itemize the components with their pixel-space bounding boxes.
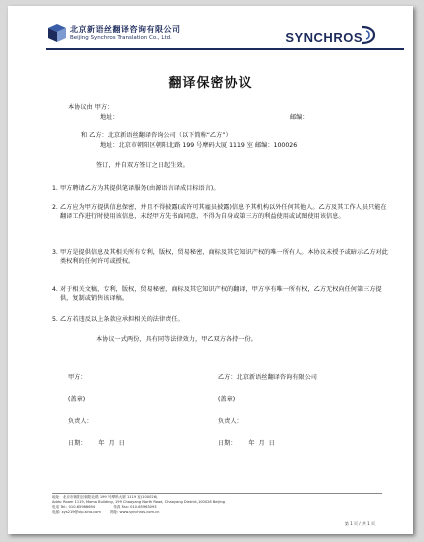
party-a-signature-label: 甲方： <box>68 374 87 381</box>
footer-rule <box>52 493 382 494</box>
party-b-seal: (盖章) <box>218 396 236 403</box>
party-a-line: 本协议由 甲方： <box>68 104 114 111</box>
synchros-mark-icon <box>358 24 378 46</box>
company-name-cn: 北京新语丝翻译咨询有限公司 <box>70 25 181 34</box>
clause-text: 甲方聘请乙方为其提供笔译服务(由源语言译成目标语言)。 <box>60 185 220 192</box>
party-a-address-label: 地址： <box>100 114 119 121</box>
footer-email-web: 电邮: xys219@vip.sina.com 网址: www.synchros.com.cn <box>52 510 160 514</box>
clause-text: 乙方应为甲方提供信息保密，并且不得披露(或许可其雇员披露)信息予其机构以外任何其他人。乙方及其工作人员只能在翻译工作进行时使用该信息，未经甲方先书面同意，不得为自身或第三方的利益使用或试图使用该信息。 <box>60 204 387 220</box>
party-a-person-label: 负责人： <box>68 418 93 425</box>
page-title: 翻译保密协议 <box>168 76 253 91</box>
clause-number: 4. <box>52 286 58 293</box>
party-a-date-label: 日期： 年 月 日 <box>68 440 125 447</box>
header-rule <box>46 48 404 50</box>
party-b-person-label: 负责人： <box>218 418 243 425</box>
party-a-postcode-label: 邮编： <box>290 114 309 121</box>
effective-line: 签订，并自双方签订之日起生效。 <box>96 162 189 169</box>
clause-number: 1. <box>52 185 58 192</box>
company-name-en: Beijing Synchros Translation Co., Ltd. <box>70 35 172 41</box>
footer-phone-fax: 电话 Tel.: 010-65966694 传真 Fax: 010-65963093 <box>52 505 157 509</box>
party-b-line: 和 乙方：北京新语丝翻译咨询公司（以下简称“乙方”） <box>81 132 232 139</box>
footer-address-cn: 地址：北京市朝阳区朝阳北路 199 号摩码大厦 1119 室(100026) <box>52 495 158 499</box>
closing-line: 本协议一式两份，具有同等法律效力，甲乙双方各持一份。 <box>96 336 257 343</box>
party-b-address: 地址：北京市朝阳区朝阳北路 199 号摩码大厦 1119 室 邮编：100026 <box>100 142 298 149</box>
clause-text: 乙方若违反以上条款应承担相关的法律责任。 <box>60 316 184 323</box>
footer-address-en: Adds: Room 1119, Moma Building, 199 Chaoyang North Road, Chaoyang District,100026 Beijing <box>52 500 226 504</box>
page-number: 第 1 页 / 共 1 页 <box>344 521 375 526</box>
clause-text: 对于相关文稿，专利，版权，贸易秘密，商标及其它知识产权的翻译，甲方享有唯一所有权，乙方无权向任何第三方提供，复制或销售该译稿。 <box>60 286 382 302</box>
party-b-date-label: 日期： 年 月 日 <box>218 440 275 447</box>
clause-text: 甲方是提供信息及其相关所有专利，版权，贸易秘密，商标及其它知识产权的唯一所有人。本协议未授予或暗示乙方对此类权利的任何许可或授权。 <box>60 249 388 265</box>
cube-logo-icon <box>46 23 68 43</box>
party-a-seal: (盖章) <box>68 396 86 403</box>
clause-number: 3. <box>52 249 58 256</box>
document-page <box>8 6 413 534</box>
clause-number: 2. <box>52 204 58 211</box>
brand-logo-text: SYNCHROS <box>285 30 363 45</box>
party-b-signature-label: 乙方：北京新语丝翻译咨询有限公司 <box>218 374 317 381</box>
clause-number: 5. <box>52 316 58 323</box>
